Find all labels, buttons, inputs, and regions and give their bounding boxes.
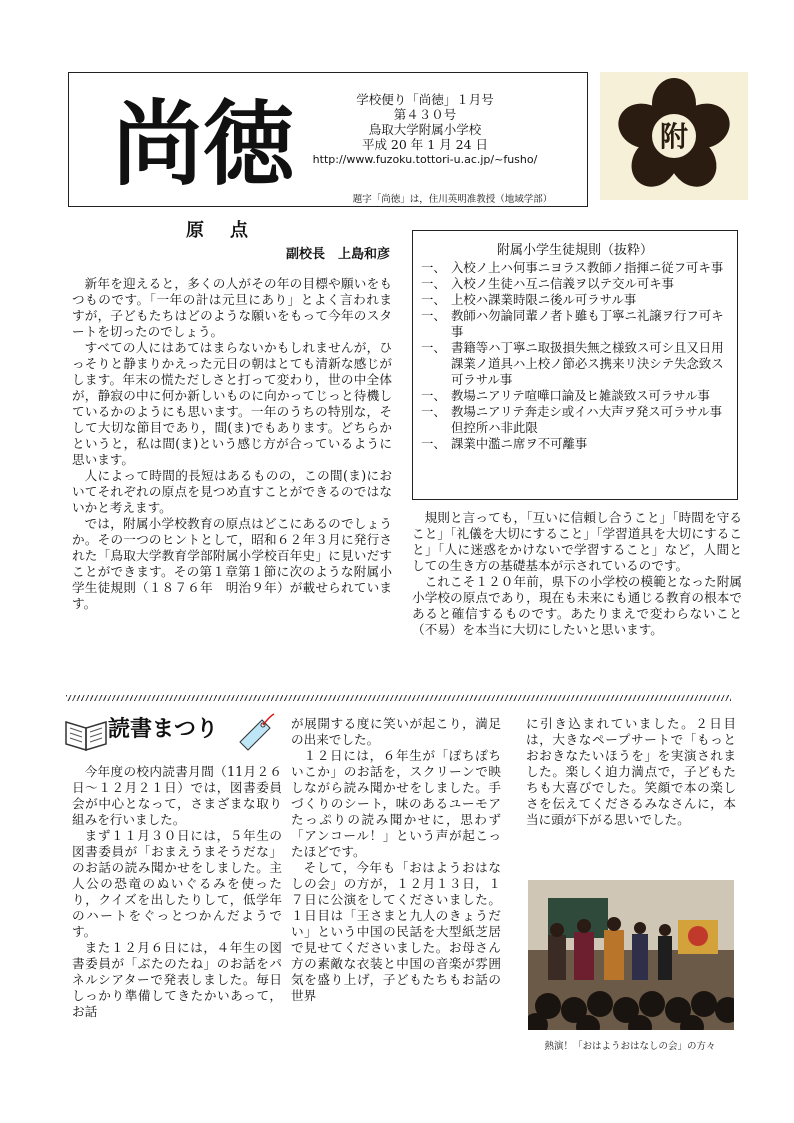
rules-box (412, 230, 738, 500)
header-info (300, 92, 550, 167)
rules-title: 附属小学生徒規則（抜粋） (496, 243, 653, 258)
school-name: 鳥取大学附属小学校 (368, 122, 482, 137)
rule-item: 一、 教師ハ勿論同輩ノ者ト雖も丁寧ニ礼譲ヲ行フ可キ事 (421, 308, 724, 339)
issue-number: 第４３０号 (393, 107, 457, 122)
newsletter-name: 学校便り「尚徳」１月号 (356, 92, 494, 107)
article-body-left (72, 276, 392, 612)
rule-item: 一、 課業中濫ニ席ヲ不可離事 (421, 436, 588, 451)
paragraph: すべての人にはあてはまらないかもしれませんが，ひっそりと静まりかえった元日の朝はとても清新な感じがします。年末の慌ただしさと打って変わり，世の中全体が，静寂の中に何か新しいものに向かってじっと待機しているかのようにも思います。一年のうちの特別な，そして大切な節目であり，間(ま)でもあります。どちらかというと，私は間(ま)という感じ方が合っているように思います。 (72, 340, 392, 467)
paragraph: では，附属小学校教育の原点はどこにあるのでしょうか。その一つのヒントとして，昭和６２年３月に発行された「鳥取大学教育学部附属小学校百年史」に見いだすことができます。その第１章第１節に次のような附属小学生徒規則（１８７６年 明治９年）が載せられています。 (72, 516, 392, 611)
title-credit: 題字「尚徳」は，住川英明准教授（地域学部） (352, 194, 553, 205)
article-author: 副校長 上島和彦 (285, 247, 390, 262)
bookmark-icon (232, 712, 278, 752)
paragraph: また１２月６日には，４年生の図書委員が「ぶたのたね」のお話をパネルシアターで発表しました。毎日しっかり準備してきたかいあって，お話 (72, 940, 282, 1019)
paragraph: 新年を迎えると，多くの人がその年の目標や願いをもつものです。「一年の計は元旦にあり」とよく言われますが，子どもたちはどのような願いをもって今年のスタートを切ったのでしょう。 (72, 276, 392, 339)
calligraphy-title-logo (108, 80, 298, 195)
paragraph: まず１１月３０日には，５年生の図書委員が「おまえうまそうだな」のお話の読み聞かせをしました。主人公の恐竜のぬいぐるみを使ったり，クイズを出したりして，低学年のハートをぐっとつかんだようです。 (72, 828, 282, 939)
paragraph: そして，今年も「おはようおはなしの会」の方が，１２月１３日，１７日に公演をしてくださいました。１日目は「王さまと九人のきょうだい」という中国の民話を大型紙芝居で見せてくださいました。お母さん方の素敵な衣装と中国の音楽が雰囲気を盛り上げ，子どもたちもお話の世界 (291, 860, 501, 1003)
website-url[interactable]: http://www.fuzoku.tottori-u.ac.jp/~fusho/ (312, 153, 538, 166)
rule-item: 一、 入校ノ生徒ハ互ニ信義ヲ以テ交ル可キ事 (421, 276, 675, 291)
section-divider (66, 695, 731, 701)
svg-text:附: 附 (659, 120, 689, 153)
paragraph: 規則と言っても，「互いに信頼し合うこと」「時間を守ること」「礼儀を大切にすること」「学習道具を大切にすること」「人に迷惑をかけないで学習すること」など，人間としての生き方の基礎基本が示されているのです。 (412, 510, 742, 573)
calligraphy-title-text: 尚徳 (112, 90, 297, 195)
event-photo (528, 880, 734, 1030)
reading-column-3 (526, 716, 736, 828)
rule-item: 一、 入校ノ上ハ何事ニヨラス教師ノ指揮ニ従フ可キ事 (421, 260, 724, 275)
paragraph: 今年度の校内読書月間（11月２６日〜１２月２１日）では，図書委員会が中心となって，さまざまな取り組みを行いました。 (72, 764, 282, 827)
paragraph: が展開する度に笑いが起こり，満足の出来でした。 (291, 716, 501, 747)
paragraph: に引き込まれていました。２日目は，大きなペープサートで「もっとおおきなたいほうを」を実演されました。楽しく迫力満点で，子どもたちも大喜びでした。笑顔で本の楽しさを伝えてくださるみなさんに，本当に頭が下がる思いでした。 (526, 716, 736, 827)
rule-item: 一、 教場ニアリテ奔走シ或イハ大声ヲ発ス可ラサル事但控所ハ非此限 (421, 404, 722, 435)
paragraph: １２日には，６年生が「ぽちぽちいこか」のお話を，スクリーンで映しながら読み聞かせをしました。手づくりのシート，味のあるユーモアたっぷりの読み聞かせに，思わず「アンコール！」という声が起こったほどです。 (291, 748, 501, 859)
photo-caption: 熱演！「おはようおはなしの会」の方々 (544, 1041, 716, 1052)
issue-date: 平成 20 年 1 月 24 日 (361, 137, 489, 152)
reading-column-1 (72, 764, 282, 1020)
article-title: 原点 (186, 220, 274, 241)
article-body-right (412, 510, 742, 638)
rule-item: 一、 書籍等ハ丁寧ニ取扱損失無之様致ス可シ且又日用課業ノ道具ハ上校ノ節必ス携来リ決シテ失念致ス可ラサル事 (421, 340, 724, 387)
paragraph: これこそ１２０年前，県下の小学校の模範となった附属小学校の原点であり，現在も未来にも通じる教育の根本であると確信するものです。あたりまえで変わらないこと（不易）を本当に大切にしたいと思います。 (412, 574, 742, 637)
reading-column-2 (291, 716, 501, 1004)
reading-festival-title: 読書まつり (108, 717, 219, 742)
rule-item: 一、 教場ニアリテ喧嘩口論及ヒ雑談致ス可ラサル事 (421, 388, 710, 403)
books-icon (62, 712, 110, 754)
school-emblem (600, 72, 748, 200)
paragraph: 人によって時間的長短はあるものの，この間(ま)においてそれぞれの原点を見つめ直すことができるのではないかと考えます。 (72, 468, 392, 515)
rule-item: 一、 上校ハ課業時限ニ後ル可ラサル事 (421, 292, 637, 307)
